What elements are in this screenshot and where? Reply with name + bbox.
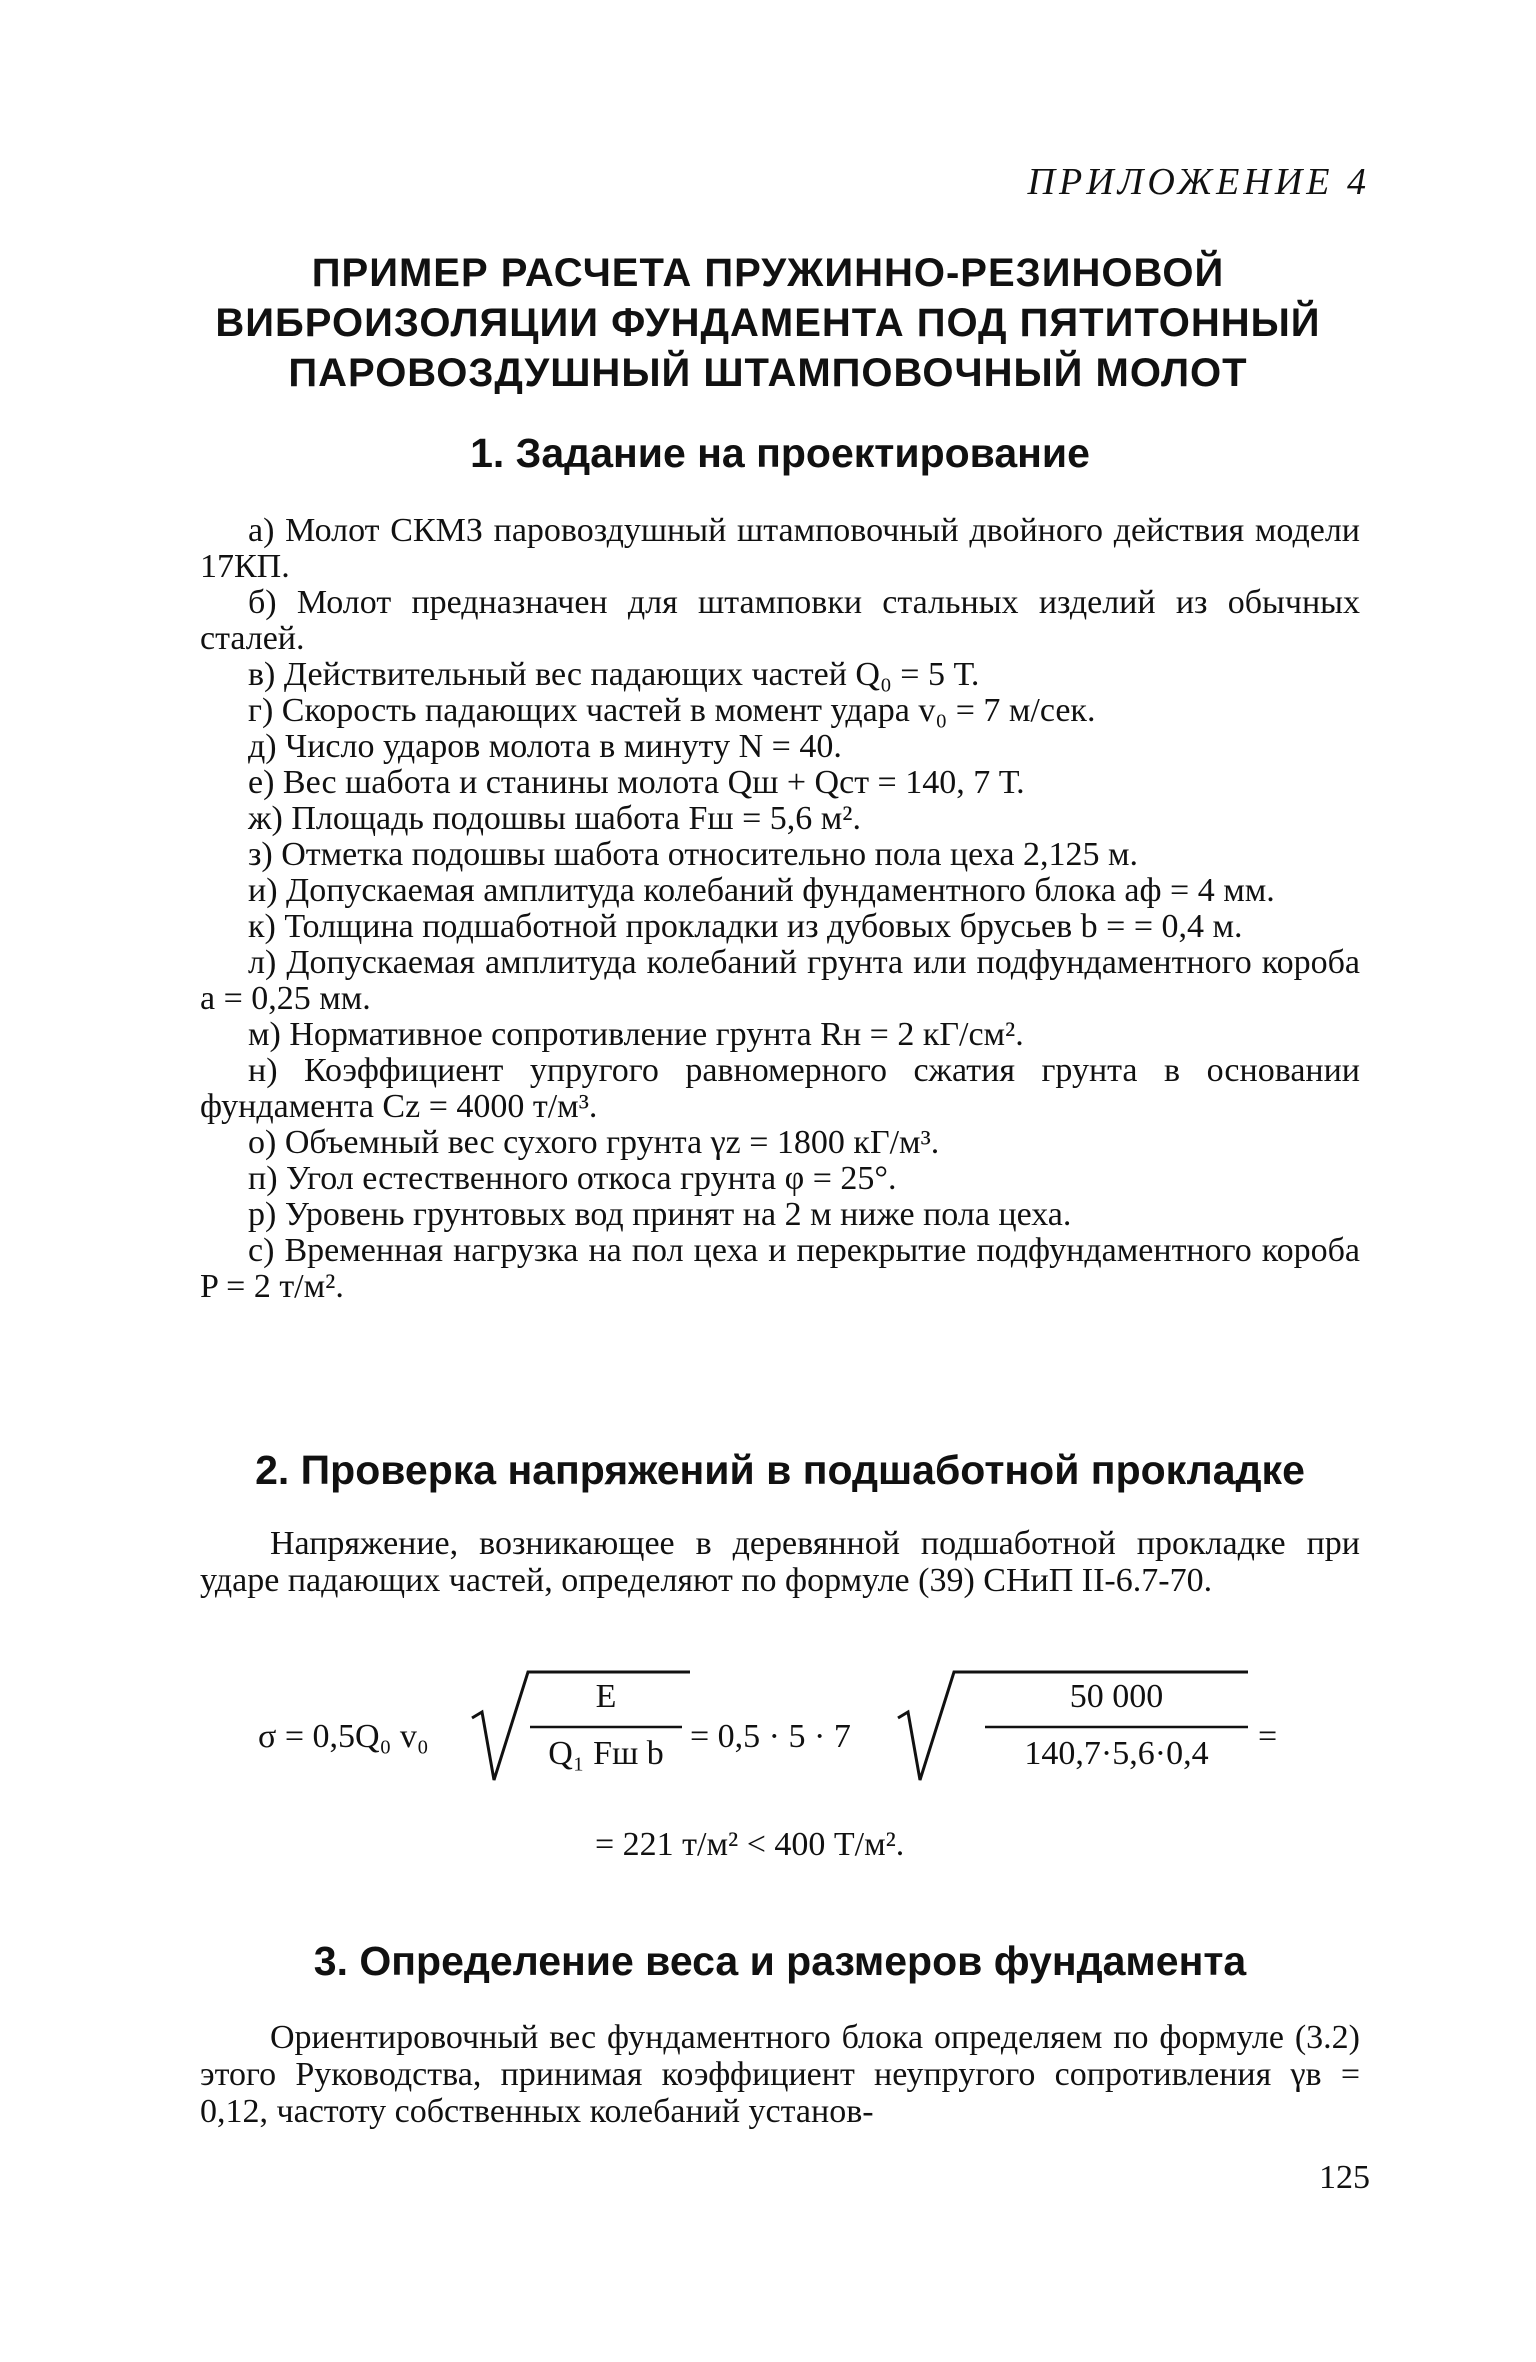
title-line-3: ПАРОВОЗДУШНЫЙ ШТАМПОВОЧНЫЙ МОЛОТ <box>288 351 1248 395</box>
list-item: м) Нормативное сопротивление грунта Rн = 2 кГ/см². <box>248 1016 1024 1053</box>
formula-result: = 221 т/м² < 400 Т/м². <box>595 1826 905 1863</box>
fraction-2-numerator: 50 000 <box>1069 1678 1164 1715</box>
list-item: г) Скорость падающих частей в момент удара v₀ = 7 м/сек. <box>248 692 1096 729</box>
fraction-1-numerator: E <box>595 1678 617 1715</box>
fraction-2-denominator: 140,7·5,6·0,4 <box>1024 1735 1209 1772</box>
title-line-1: ПРИМЕР РАСЧЕТА ПРУЖИННО-РЕЗИНОВОЙ <box>311 251 1225 295</box>
section-3-paragraph: Ориентировочный вес фундаментного блока определяем по формуле (3.2) этого Руководства, принимая коэффициент неупругого сопротивления γв = 0,12, частоту собственных колебаний установ- <box>200 2019 1360 2130</box>
section-2-paragraph: Напряжение, возникающее в деревянной подшаботной прокладке при ударе падающих частей, определяют по формуле (39) СНиП II-6.7-70. <box>200 1525 1360 1599</box>
formula-middle: = 0,5 · 5 · 7 <box>690 1718 851 1755</box>
list-item: л) Допускаемая амплитуда колебаний грунта или подфундаментного короба a = 0,25 мм. <box>200 944 1360 1017</box>
page-number: 125 <box>1319 2159 1370 2196</box>
section-3-heading: 3. Определение веса и размеров фундамента <box>313 1938 1247 1984</box>
appendix-label: ПРИЛОЖЕНИЕ 4 <box>1027 161 1370 203</box>
list-item: з) Отметка подошвы шабота относительно пола цеха 2,125 м. <box>248 836 1138 873</box>
list-item: н) Коэффициент упругого равномерного сжатия грунта в основании фундамента Cz = 4000 т/м³. <box>200 1052 1360 1125</box>
fraction-1-denominator: Q₁ Fш b <box>548 1735 664 1772</box>
list-item: б) Молот предназначен для штамповки стальных изделий из обычных сталей. <box>200 584 1360 657</box>
list-item: а) Молот СКМЗ паровоздушный штамповочный двойного действия модели 17КП. <box>200 512 1360 585</box>
list-item: в) Действительный вес падающих частей Q₀ = 5 Т. <box>248 656 980 693</box>
list-item: с) Временная нагрузка на пол цеха и перекрытие подфундаментного короба P = 2 т/м². <box>200 1232 1360 1305</box>
list-item: е) Вес шабота и станины молота Qш + Qст = 140, 7 Т. <box>248 764 1025 801</box>
list-item: п) Угол естественного откоса грунта φ = 25°. <box>248 1160 897 1197</box>
list-item: к) Толщина подшаботной прокладки из дубовых брусьев b = = 0,4 м. <box>248 908 1243 945</box>
list-item: о) Объемный вес сухого грунта γz = 1800 кГ/м³. <box>248 1124 940 1161</box>
section-1-heading: 1. Задание на проектирование <box>470 430 1090 476</box>
title-line-2: ВИБРОИЗОЛЯЦИИ ФУНДАМЕНТА ПОД ПЯТИТОННЫЙ <box>215 301 1321 345</box>
list-item: р) Уровень грунтовых вод принят на 2 м ниже пола цеха. <box>248 1196 1072 1233</box>
list-item: д) Число ударов молота в минуту N = 40. <box>248 728 842 765</box>
list-item: ж) Площадь подошвы шабота Fш = 5,6 м². <box>248 800 861 837</box>
formula-equals: = <box>1258 1718 1278 1755</box>
section-2-heading: 2. Проверка напряжений в подшаботной прокладке <box>255 1447 1305 1493</box>
list-item: и) Допускаемая амплитуда колебаний фундаментного блока aф = 4 мм. <box>248 872 1275 909</box>
formula-lhs: σ = 0,5Q₀ v₀ <box>258 1718 429 1755</box>
